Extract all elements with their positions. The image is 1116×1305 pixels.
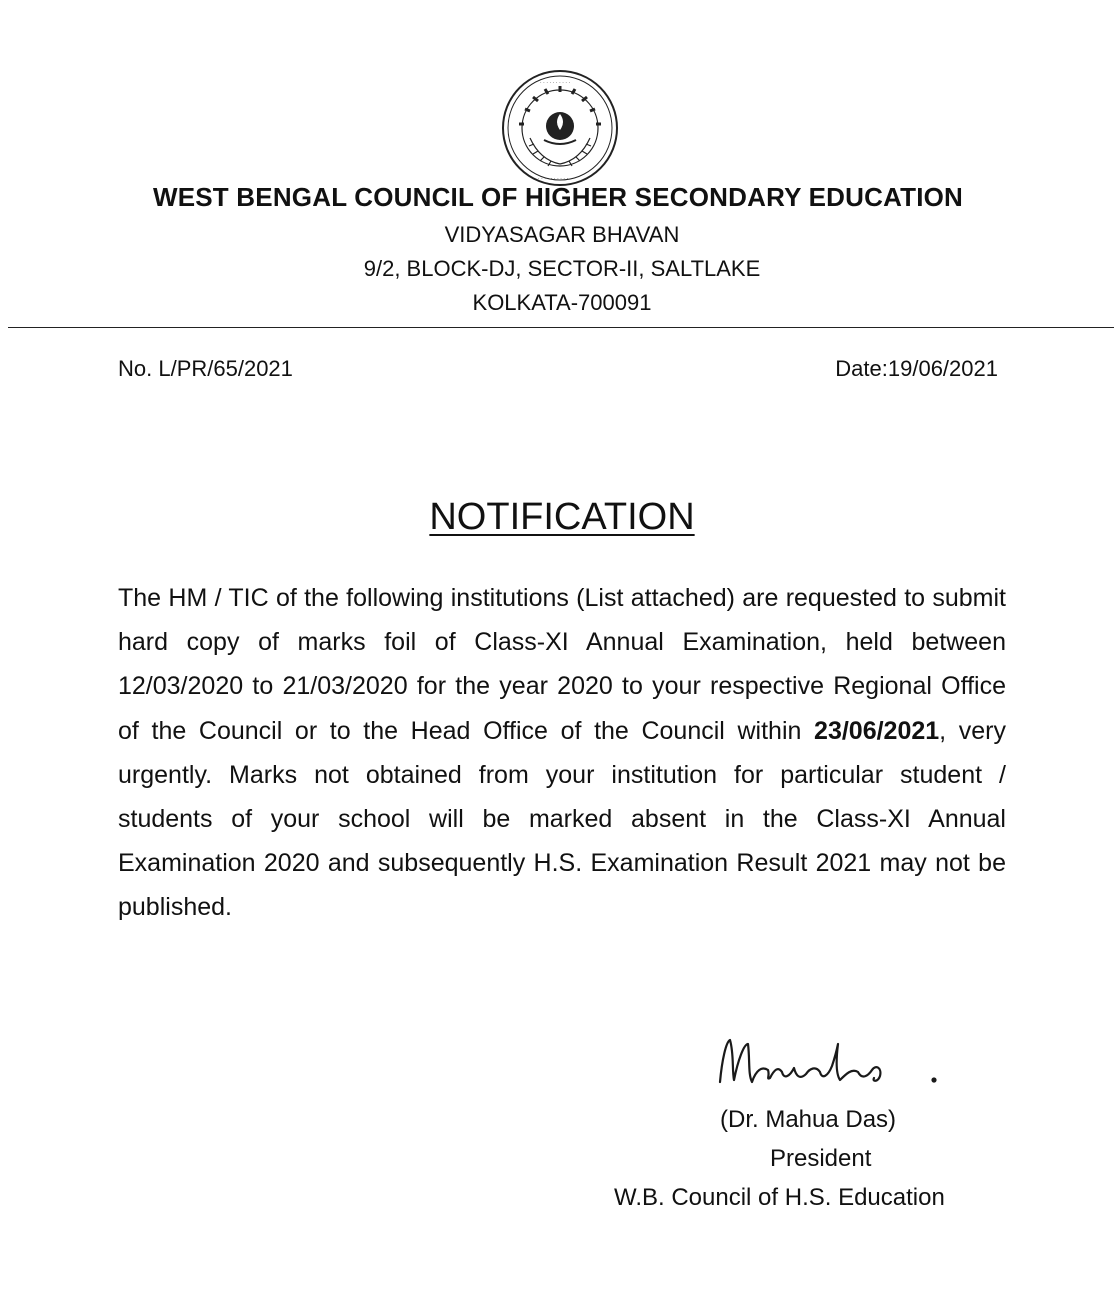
signatory-designation: President [770, 1145, 872, 1172]
notification-heading: NOTIFICATION [429, 496, 695, 538]
council-name: WEST BENGAL COUNCIL OF HIGHER SECONDARY EDUCATION [152, 182, 964, 212]
handwritten-signature [712, 1030, 952, 1100]
body-text-part-2: , very urgently. Marks not obtained from your institution for particular student / students of your school will be marked absent in the Class-XI Annual Examination 2020 and subsequently H.S. Examination Result 2021 may not be published. [118, 716, 1006, 922]
address-line-2: 9/2, BLOCK-DJ, SECTOR-II, SALTLAKE [363, 256, 761, 281]
council-seal [500, 68, 620, 188]
svg-text:· · · · · · · · · ·: · · · · · · · · · · [540, 80, 571, 86]
signature-icon [712, 1030, 952, 1100]
seal-emblem-icon [500, 68, 620, 188]
signatory-organization: W.B. Council of H.S. Education [614, 1184, 945, 1211]
reference-date: Date:19/06/2021 [835, 356, 998, 381]
deadline-date: 23/06/2021 [814, 716, 940, 745]
svg-text:· · · · · · · · · ·: · · · · · · · · · · [538, 176, 569, 182]
notification-body [118, 576, 1006, 930]
address-line-1: VIDYASAGAR BHAVAN [444, 222, 680, 247]
address-line-3: KOLKATA-700091 [472, 290, 652, 315]
signatory-name: (Dr. Mahua Das) [720, 1106, 897, 1133]
letterhead-divider [8, 327, 1114, 328]
body-text-part-1: The HM / TIC of the following institutions (List attached) are requested to submit hard copy of marks foil of Class-XI Annual Examination, held between 12/03/2020 to 21/03/2020 for the year 2020 to your respective Regional Office of the Council or to the Head Office of the Council within [118, 584, 1006, 745]
reference-number: No. L/PR/65/2021 [118, 356, 293, 381]
